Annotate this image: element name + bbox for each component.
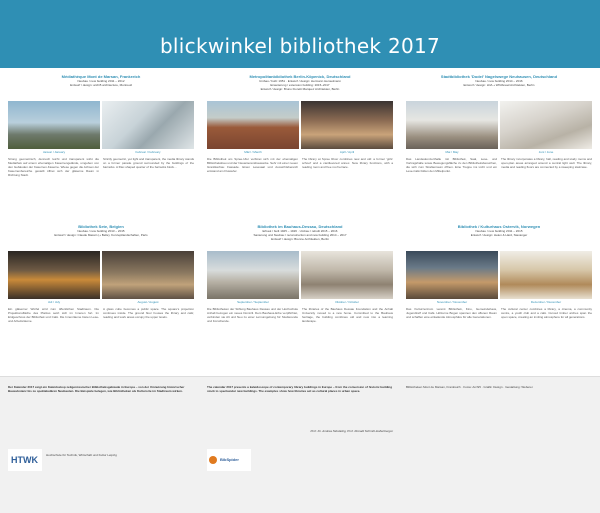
htwk-logo xyxy=(8,449,42,471)
library-meta-1: Neubau / new building 2011 – 2012 xyxy=(77,79,125,83)
month-label: Dezember / December xyxy=(530,300,562,304)
footer-credits: Bibliotheken Mont de Marsan, Frankreich · Fotos: Archi5 · Grafik: Design · Gestaltung: Weberei xyxy=(406,385,533,389)
month-label: Juli / July xyxy=(47,300,61,304)
description-de: Das Landeskonzerthalle mit Bibliothek, Saal, Lese- und Vortragshalle sowie Bewegungsfläche zu den Bibliotheksbereichen, die sich zum Straßenraum öffnen. Eine Treppe ins Licht und ein Lese-Café bilden den Mittelpunkt. xyxy=(406,157,497,173)
description-de: Die Bibliotheken der Stiftung Bauhaus Dessau und der Hochschule Anhalt bezogen ein neues Domizil. Dem Bauhaus-Erbe verpflichtet, verbinden sie Alt und Neu zu einer Lernumgebung für Studierende und Forschende. xyxy=(207,307,298,323)
library-meta-1: Neubau / new building 2014 – 2016 xyxy=(475,79,523,83)
library-title: Stadtbibliothek 'Dodel' Nagelswege Neuhausen, Deutschland xyxy=(440,74,558,79)
month-label: Februar / February xyxy=(135,150,161,154)
month-label: Juni / June xyxy=(538,150,554,154)
description-de: Die Bibliothek am Spree-Ufer verbinet sich mit der ehemaligen Bibliotheksbau und der Neuanierensbauwerke. Sehr mit einer neuen Granitkerbau Fassade. Einen Lesesaal und Aussichtsbereich entstand am Flussufer. xyxy=(207,157,298,173)
month-label: Januar / January xyxy=(42,150,66,154)
library-title: Bibliothek im Bauhaus-Dessau, Deutschland xyxy=(257,224,343,229)
photo-row xyxy=(406,101,592,149)
description-en: Strictly geometric, yet light and transparent, the media library stands on a former parade ground surrounded by the buildings of the barracks. A filter-shaped quarter of the barracks block... xyxy=(103,157,194,169)
month-label: September / September xyxy=(237,300,269,304)
library-title: Bibliothek Sete, Belgien xyxy=(78,224,124,229)
library-block-6 xyxy=(406,224,592,319)
description-en: The library incorporates a library, hall, reading and study rooms and open-plan areas arranged around a central light well. The library, media and reading floors are connected by a sweeping staircase. xyxy=(501,157,592,169)
library-meta-1: Erbaut / built 1925 – 1926 · Umbau / rebuilt 2015 – 2016 xyxy=(262,229,338,233)
description-en: The libraries of the Bauhaus Dessau Foundation and the Anhalt University moved to a new home. Committed to the Bauhaus heritage, the building combines old and new into a learning landscape. xyxy=(302,307,393,323)
photo-row xyxy=(207,251,393,299)
library-title: Bibliothek / Kulturhaus Ostervik, Norwegen xyxy=(457,224,541,229)
month-label: Oktober / October xyxy=(335,300,359,304)
photo-january xyxy=(8,101,100,149)
footer xyxy=(0,376,600,513)
month-label: März / March xyxy=(244,150,262,154)
description-de: Strong geometrisch, dennoch leicht und transparent wirkt die Mediathek auf einem ehemaligen Kasernengelände, umgeben von den Gebäuden der Kasernen-Kaserne. Wiese gegen die Achsen der Kasernenbereiche gestellt öffnet sich der gläserne Raum in Richtung Stadt. xyxy=(8,157,99,177)
publisher-htwk: Hochschule für Technik, Wirtschaft und Kultur Leipzig xyxy=(46,453,117,457)
photo-november xyxy=(406,251,498,299)
photo-may xyxy=(406,101,498,149)
photo-april xyxy=(301,101,393,149)
footer-authors: Prof. Dr. Andrea Nikolaizig, Prof. Ronald Schmitt-Hollenberger xyxy=(310,429,393,433)
description-en: The library at Spree River combines new and old: a former 'girls' school' and a cantilevered annex. New library functions, with a reading room and free roof terrace. xyxy=(302,157,393,169)
photo-september xyxy=(207,251,299,299)
description-de: Das Kulturzentrum vereint Bibliothek, Kino, Gemeindehaus, Jugendtreff und Café. Hölzerne Bogen spannen den offenen Raum und schaffen eine einladende Atmosphäre für alle Generationen. xyxy=(406,307,497,319)
library-meta-2: Entwurf / design: Claude Massin (+ Belle), Konzeptlandschaften, Paris xyxy=(54,233,148,237)
photo-october xyxy=(301,251,393,299)
library-meta-2: Entwurf / design: archi5 architecture, Montreuil xyxy=(70,83,132,87)
library-meta-1: Neubau / new building 2013 – 2015 xyxy=(77,229,125,233)
description-en: A glass cube becomes a public space. The square's projection continues inside. The ground floor houses the library and café; reading and work areas occupy the upper levels. xyxy=(103,307,194,319)
library-block-1 xyxy=(8,74,194,177)
svg-text:HTWK: HTWK xyxy=(11,455,38,465)
photo-december xyxy=(500,251,592,299)
library-meta-2: Erweiterung / extension building: 2015–2017 xyxy=(270,83,330,87)
library-meta-2: Entwurf / design: Helen & Hard, Stavanger xyxy=(470,233,528,237)
month-label: April / April xyxy=(339,150,355,154)
library-block-3 xyxy=(406,74,592,173)
library-block-2 xyxy=(207,74,393,173)
library-meta-2: Entwurf / design: LDA + Whitbread Architekten, Berlin xyxy=(463,83,535,87)
photo-row xyxy=(8,101,194,149)
library-meta-1: Umbau / built: 1951 · Entwurf / design: Hermann Henselmann xyxy=(259,79,341,83)
library-meta-3: Entwurf / design: Bruno Fioretti Marquez Architekten, Berlin xyxy=(260,87,340,91)
month-label: Mai / May xyxy=(445,150,459,154)
photo-row xyxy=(406,251,592,299)
library-meta-1: Neubau / new building 2011 – 2015 xyxy=(475,229,523,233)
photo-august xyxy=(102,251,194,299)
photo-june xyxy=(500,101,592,149)
library-block-4 xyxy=(8,224,194,323)
library-title: Médiathèque Mont de Marsan, Frankreich xyxy=(61,74,141,79)
photo-july xyxy=(8,251,100,299)
photo-march xyxy=(207,101,299,149)
footer-intro-en: The calendar 2017 presents a kaleidoscope of contemporary library buildings in Europe – from the conversion of historic building stock to spectacular new buildings. The examples show how libraries act as cultural places in urban space. xyxy=(207,385,393,393)
page-title: blickwinkel bibliothek 2017 xyxy=(159,34,441,58)
description-en: The cultural center combines a library, a cinema, a community centre, a youth club and a café. Curved timber arches span the open space, creating an inviting atmosphere for all generations. xyxy=(501,307,592,319)
library-title: Metropolitanbibliothek Berlin-Köpenick, Deutschland xyxy=(249,74,351,79)
library-meta-2: Sanierung und Neubau / reconstruction and new building 2014 – 2017 xyxy=(253,233,347,237)
description-de: Ein gläserner Würfel wird zum öffentlichen Stadtraum. Die Projektionsfläche des Platzes setzt sich im Inneren fort. Im Erdgeschoss der Bibliothek und Café. Die Innenräume bieten Lese- und Arbeitsräume. xyxy=(8,307,99,323)
month-label: August / August xyxy=(137,300,159,304)
publisher-bibspider: BibSpider xyxy=(220,457,239,462)
header-banner xyxy=(0,0,600,68)
footer-intro-de: Der Kalender 2017 zeigt ein Kaleidoskop zeitgenössischer Bibliotheksgebäude in Europa – von der Umnutzung historischer Bausubstanz bis zu spektakulären Neubauten. Die Beispiele belegen, wie Bibliotheken als Kulturorte im Stadtraum wirken. xyxy=(8,385,185,393)
photo-february xyxy=(102,101,194,149)
library-meta-3: Entwurf / design: Brenne Architekten, Berlin xyxy=(271,237,329,241)
photo-row xyxy=(8,251,194,299)
photo-row xyxy=(207,101,393,149)
month-label: November / November xyxy=(436,300,468,304)
library-block-5 xyxy=(207,224,393,323)
